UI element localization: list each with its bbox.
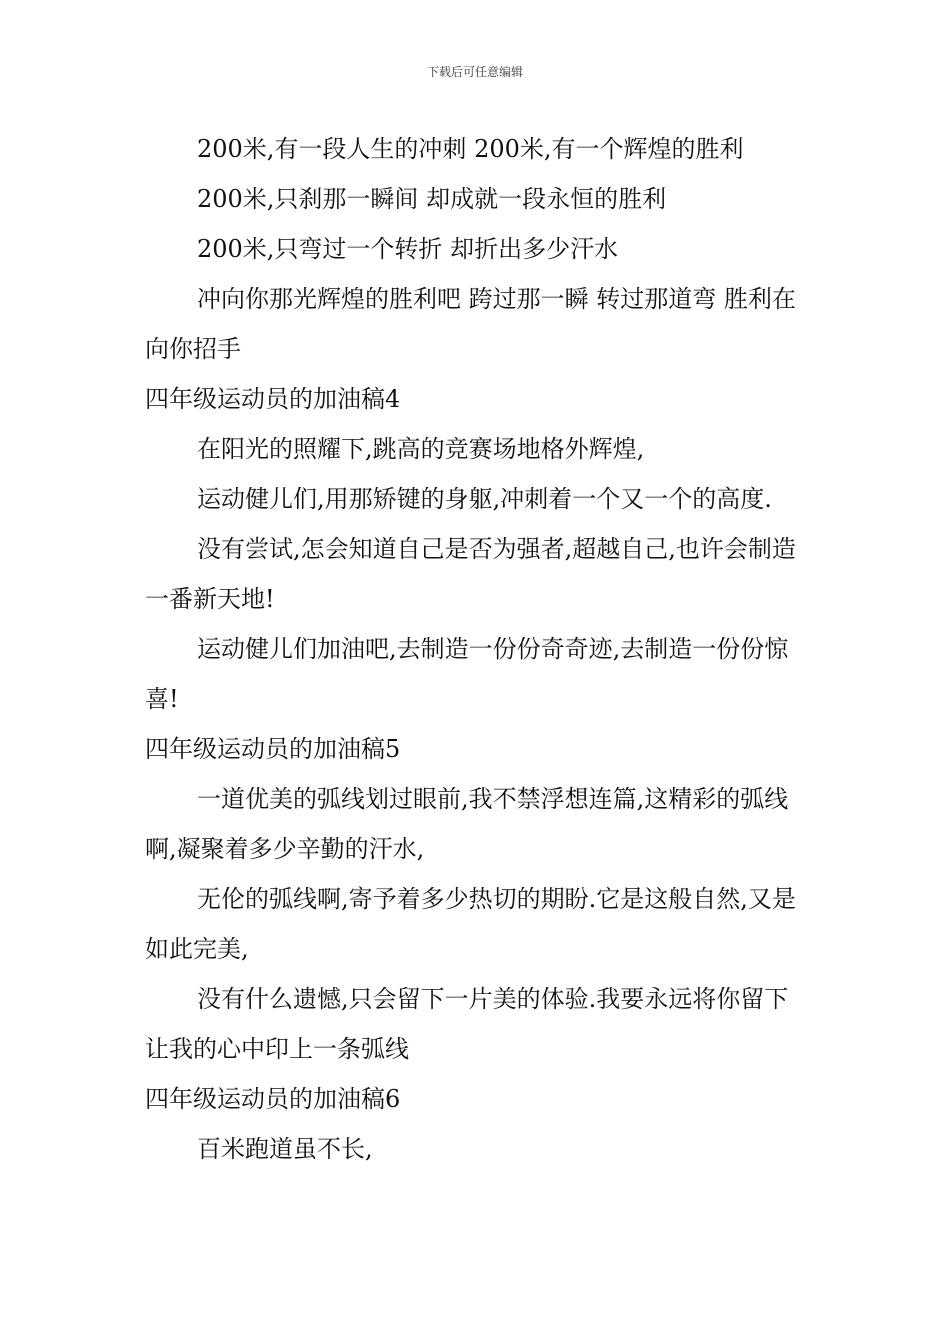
paragraph: 运动健儿们加油吧,去制造一份份奇奇迹,去制造一份份惊喜! xyxy=(145,635,789,713)
paragraph: 200米,只刹那一瞬间 却成就一段永恒的胜利 xyxy=(197,185,667,213)
paragraph: 冲向你那光辉煌的胜利吧 跨过那一瞬 转过那道弯 胜利在向你招手 xyxy=(145,285,796,363)
section-heading: 四年级运动员的加油稿4 xyxy=(145,385,401,413)
page-header-note: 下载后可任意编辑 xyxy=(426,65,523,79)
paragraph: 无伦的弧线啊,寄予着多少热切的期盼.它是这般自然,又是如此完美, xyxy=(145,885,796,963)
paragraph: 200米,只弯过一个转折 却折出多少汗水 xyxy=(197,235,619,263)
paragraph: 运动健儿们,用那矫键的身躯,冲刺着一个又一个的高度. xyxy=(197,485,772,513)
paragraph: 在阳光的照耀下,跳高的竞赛场地格外辉煌, xyxy=(197,435,645,463)
paragraph: 没有什么遗憾,只会留下一片美的体验.我要永远将你留下让我的心中印上一条弧线 xyxy=(145,985,789,1063)
section-heading: 四年级运动员的加油稿5 xyxy=(145,735,401,763)
section-heading: 四年级运动员的加油稿6 xyxy=(145,1085,401,1113)
paragraph: 一道优美的弧线划过眼前,我不禁浮想连篇,这精彩的弧线啊,凝聚着多少辛勤的汗水, xyxy=(145,785,789,863)
paragraph: 200米,有一段人生的冲刺 200米,有一个辉煌的胜利 xyxy=(197,135,744,163)
document-body xyxy=(145,124,810,1174)
paragraph: 没有尝试,怎会知道自己是否为强者,超越自己,也许会制造一番新天地! xyxy=(145,535,796,613)
paragraph: 百米跑道虽不长, xyxy=(197,1135,373,1163)
